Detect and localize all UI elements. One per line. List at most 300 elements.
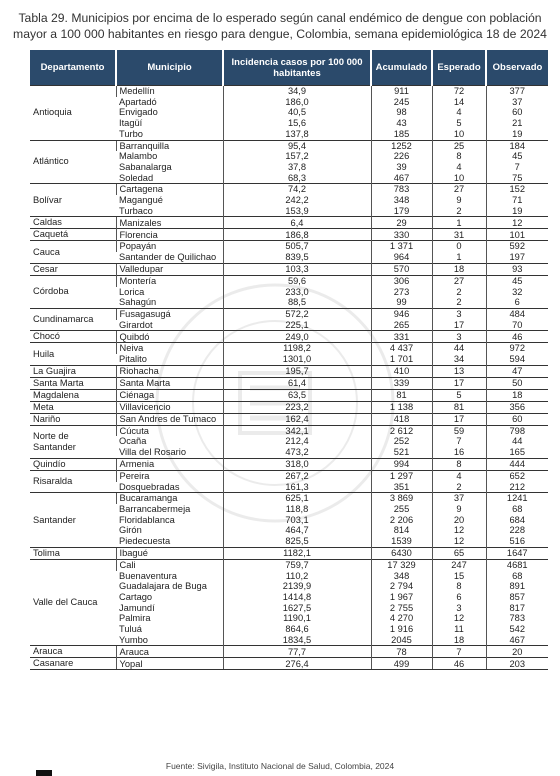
cell-esperado: 3	[432, 308, 486, 319]
cell-esperado: 25	[432, 140, 486, 151]
cell-municipio: Apartadó	[119, 96, 157, 107]
cell-esperado: 4	[432, 162, 486, 173]
cell-observado: 165	[486, 447, 548, 458]
cell-esperado: 31	[432, 229, 486, 241]
cell-incidencia: 186,8	[223, 229, 371, 241]
cell-observado: 212	[486, 482, 548, 493]
cell-departamento: Cesar	[30, 263, 116, 275]
cell-acumulado: 499	[371, 658, 432, 670]
cell-acumulado: 330	[371, 229, 432, 241]
cell-acumulado: 1 916	[371, 624, 432, 635]
header-acumulado: Acumulado	[371, 50, 432, 86]
cell-acumulado: 43	[371, 118, 432, 129]
cell-municipio: Cali	[116, 559, 223, 570]
cell-acumulado: 964	[371, 252, 432, 263]
cell-incidencia: 195,7	[223, 365, 371, 377]
table-row	[30, 646, 548, 658]
header-departamento: Departamento	[30, 50, 116, 86]
cell-incidencia: 233,0	[223, 287, 371, 298]
cell-municipio: Cúcuta	[116, 425, 223, 436]
cell-observado: 356	[486, 401, 548, 413]
cell-municipio: Bucaramanga	[116, 493, 223, 504]
cell-acumulado: 1 371	[371, 241, 432, 252]
cell-acumulado: 252	[371, 436, 432, 447]
cell-esperado: 4	[432, 470, 486, 481]
cell-incidencia: 6,4	[223, 217, 371, 229]
cell-municipio: Barrancabermeja	[119, 503, 191, 514]
cell-incidencia: 77,7	[223, 646, 371, 658]
table-row	[30, 343, 548, 354]
cell-observado: 6	[486, 297, 548, 308]
cell-acumulado: 946	[371, 308, 432, 319]
cell-esperado: 7	[432, 436, 486, 447]
cell-incidencia: 34,9	[223, 86, 371, 97]
cell-acumulado: 351	[371, 482, 432, 493]
cell-acumulado: 467	[371, 173, 432, 184]
cell-esperado: 0	[432, 241, 486, 252]
cell-municipio: Florencia	[116, 229, 223, 241]
cell-acumulado: 4 437	[371, 343, 432, 354]
cell-esperado: 27	[432, 184, 486, 195]
cell-observado: 444	[486, 458, 548, 470]
table-row	[30, 86, 548, 97]
cell-observado: 60	[486, 413, 548, 425]
cell-acumulado: 265	[371, 320, 432, 331]
cell-incidencia: 225,1	[223, 320, 371, 331]
cell-acumulado: 6430	[371, 547, 432, 559]
cell-esperado: 2	[432, 297, 486, 308]
cell-municipio: Soledad	[119, 172, 154, 183]
cell-observado: 152	[486, 184, 548, 195]
cell-incidencia: 825,5	[223, 536, 371, 547]
cell-esperado: 44	[432, 343, 486, 354]
cell-incidencia: 625,1	[223, 493, 371, 504]
cell-incidencia: 68,3	[223, 173, 371, 184]
cell-esperado: 72	[432, 86, 486, 97]
cell-municipio: Medellín	[116, 86, 223, 97]
cell-departamento: Caquetá	[30, 229, 116, 241]
cell-incidencia: 2139,9	[223, 581, 371, 592]
cell-esperado: 20	[432, 515, 486, 526]
table-row	[30, 365, 548, 377]
cell-esperado: 46	[432, 658, 486, 670]
cell-esperado: 37	[432, 493, 486, 504]
cell-esperado: 18	[432, 635, 486, 646]
cell-departamento: Santa Marta	[30, 377, 116, 389]
cell-acumulado: 245	[371, 97, 432, 108]
cell-incidencia: 186,0	[223, 97, 371, 108]
cell-incidencia: 464,7	[223, 525, 371, 536]
cell-incidencia: 1414,8	[223, 592, 371, 603]
cell-municipio: Valledupar	[116, 263, 223, 275]
cell-departamento: Arauca	[30, 646, 116, 658]
table-row	[30, 547, 548, 559]
cell-incidencia: 37,8	[223, 162, 371, 173]
cell-observado: 1241	[486, 493, 548, 504]
cell-municipio: Neiva	[116, 343, 223, 354]
cell-departamento: Magdalena	[30, 389, 116, 401]
cell-incidencia: 1301,0	[223, 354, 371, 365]
cell-municipio: Santa Marta	[116, 377, 223, 389]
cell-incidencia: 759,7	[223, 559, 371, 570]
cell-observado: 45	[486, 151, 548, 162]
cell-municipio: Buenaventura	[119, 570, 177, 581]
cell-municipio: Itagüí	[119, 118, 143, 129]
cell-departamento: Casanare	[30, 658, 116, 670]
cell-municipio: Ciénaga	[116, 389, 223, 401]
cell-municipio: Floridablanca	[119, 514, 175, 525]
cell-incidencia: 1182,1	[223, 547, 371, 559]
cell-observado: 857	[486, 592, 548, 603]
cell-observado: 1647	[486, 547, 548, 559]
cell-incidencia: 110,2	[223, 571, 371, 582]
cell-incidencia: 223,2	[223, 401, 371, 413]
cell-incidencia: 1834,5	[223, 635, 371, 646]
cell-acumulado: 2 755	[371, 603, 432, 614]
cell-observado: 93	[486, 263, 548, 275]
cell-municipio: Dosquebradas	[119, 481, 180, 492]
header-esperado: Esperado	[432, 50, 486, 86]
cell-acumulado: 1 701	[371, 354, 432, 365]
cell-incidencia: 153,9	[223, 206, 371, 217]
cell-esperado: 15	[432, 571, 486, 582]
cell-acumulado: 4 270	[371, 613, 432, 624]
cell-observado: 783	[486, 613, 548, 624]
cell-acumulado: 331	[371, 331, 432, 343]
cell-observado: 44	[486, 436, 548, 447]
cell-incidencia: 342,1	[223, 425, 371, 436]
cell-acumulado: 911	[371, 86, 432, 97]
cell-observado: 68	[486, 504, 548, 515]
cell-acumulado: 185	[371, 129, 432, 140]
cell-esperado: 5	[432, 389, 486, 401]
cell-observado: 12	[486, 217, 548, 229]
cell-departamento: Cundinamarca	[30, 308, 116, 330]
cell-esperado: 3	[432, 331, 486, 343]
cell-incidencia: 318,0	[223, 458, 371, 470]
cell-esperado: 10	[432, 129, 486, 140]
cell-municipio: Sabanalarga	[119, 161, 172, 172]
cell-esperado: 81	[432, 401, 486, 413]
cell-departamento: Bolívar	[30, 184, 116, 217]
header-municipio: Municipio	[116, 50, 223, 86]
cell-observado: 228	[486, 525, 548, 536]
table-title: Tabla 29. Municipios por encima de lo esperado según canal endémico de dengue con población mayor a 100 000 habitantes en riesgo para dengue, Colombia, semana epidemiológica 18 de 2024	[13, 11, 547, 41]
cell-acumulado: 17 329	[371, 559, 432, 570]
cell-municipio: Turbo	[119, 128, 143, 139]
cell-acumulado: 2045	[371, 635, 432, 646]
cell-municipio: Tuluá	[119, 624, 142, 635]
cell-observado: 817	[486, 603, 548, 614]
cell-acumulado: 226	[371, 151, 432, 162]
cell-acumulado: 814	[371, 525, 432, 536]
cell-esperado: 6	[432, 592, 486, 603]
cell-observado: 19	[486, 129, 548, 140]
table-row	[30, 377, 548, 389]
cell-acumulado: 306	[371, 275, 432, 286]
cell-incidencia: 61,4	[223, 377, 371, 389]
cell-municipio: Fusagasugá	[116, 308, 223, 319]
cell-municipio: Magangué	[119, 195, 163, 206]
cell-observado: 19	[486, 206, 548, 217]
cell-esperado: 12	[432, 525, 486, 536]
cell-esperado: 17	[432, 377, 486, 389]
header-incidencia: Incidencia casos por 100 000 habitantes	[223, 50, 371, 86]
cell-municipio: Palmira	[119, 613, 151, 624]
cell-observado: 47	[486, 365, 548, 377]
cell-municipio: Guadalajara de Buga	[119, 581, 207, 592]
cell-municipio: Yumbo	[119, 634, 148, 645]
cell-acumulado: 3 869	[371, 493, 432, 504]
cell-departamento: Risaralda	[30, 470, 116, 492]
cell-observado: 68	[486, 571, 548, 582]
cell-acumulado: 99	[371, 297, 432, 308]
cell-acumulado: 2 612	[371, 425, 432, 436]
cell-esperado: 2	[432, 287, 486, 298]
cell-incidencia: 162,4	[223, 413, 371, 425]
cell-municipio: Piedecuesta	[119, 536, 171, 547]
cell-esperado: 7	[432, 646, 486, 658]
cell-municipio: Ibagué	[116, 547, 223, 559]
cell-municipio: Envigado	[119, 107, 158, 118]
cell-municipio: Pereira	[116, 470, 223, 481]
cell-municipio: Yopal	[116, 658, 223, 670]
cell-incidencia: 572,2	[223, 308, 371, 319]
cell-acumulado: 1 138	[371, 401, 432, 413]
cell-incidencia: 15,6	[223, 118, 371, 129]
cell-municipio: Quibdó	[116, 331, 223, 343]
cell-observado: 184	[486, 140, 548, 151]
cell-acumulado: 418	[371, 413, 432, 425]
cell-municipio: Riohacha	[116, 365, 223, 377]
table-row	[30, 458, 548, 470]
table-row	[30, 413, 548, 425]
cell-acumulado: 570	[371, 263, 432, 275]
cell-municipio: Malambo	[119, 151, 158, 162]
cell-esperado: 9	[432, 504, 486, 515]
cell-esperado: 11	[432, 624, 486, 635]
cell-observado: 37	[486, 97, 548, 108]
cell-esperado: 65	[432, 547, 486, 559]
cell-observado: 592	[486, 241, 548, 252]
table-row	[30, 559, 548, 570]
cell-incidencia: 1627,5	[223, 603, 371, 614]
cell-observado: 203	[486, 658, 548, 670]
cell-incidencia: 118,8	[223, 504, 371, 515]
cell-incidencia: 242,2	[223, 195, 371, 206]
table-row	[30, 493, 548, 504]
cell-esperado: 10	[432, 173, 486, 184]
table-row	[30, 140, 548, 151]
cell-observado: 46	[486, 331, 548, 343]
cell-acumulado: 348	[371, 195, 432, 206]
cell-incidencia: 95,4	[223, 140, 371, 151]
cell-departamento: Quindío	[30, 458, 116, 470]
cell-acumulado: 521	[371, 447, 432, 458]
cell-esperado: 12	[432, 536, 486, 547]
dengue-municipalities-table	[30, 50, 548, 670]
table-row	[30, 331, 548, 343]
cell-incidencia: 276,4	[223, 658, 371, 670]
cell-observado: 972	[486, 343, 548, 354]
cell-esperado: 13	[432, 365, 486, 377]
cell-esperado: 2	[432, 206, 486, 217]
cell-municipio: Lorica	[119, 286, 145, 297]
cell-incidencia: 212,4	[223, 436, 371, 447]
source-note: Fuente: Sivigila, Instituto Nacional de Salud, Colombia, 2024	[165, 761, 395, 771]
cell-acumulado: 348	[371, 571, 432, 582]
cell-municipio: Girón	[119, 525, 142, 536]
cell-municipio: Armenia	[116, 458, 223, 470]
cell-observado: 20	[486, 646, 548, 658]
cell-esperado: 34	[432, 354, 486, 365]
cell-municipio: Cartagena	[116, 184, 223, 195]
cell-esperado: 59	[432, 425, 486, 436]
cell-municipio: Barranquilla	[116, 140, 223, 151]
cell-observado: 197	[486, 252, 548, 263]
cell-acumulado: 78	[371, 646, 432, 658]
cell-departamento: Caldas	[30, 217, 116, 229]
cell-acumulado: 1252	[371, 140, 432, 151]
cell-municipio: San Andres de Tumaco	[116, 413, 223, 425]
cell-observado: 542	[486, 624, 548, 635]
cell-acumulado: 2 794	[371, 581, 432, 592]
cell-observado: 32	[486, 287, 548, 298]
cell-observado: 4681	[486, 559, 548, 570]
cell-incidencia: 59,6	[223, 275, 371, 286]
cell-acumulado: 98	[371, 107, 432, 118]
cell-incidencia: 40,5	[223, 107, 371, 118]
cell-esperado: 12	[432, 613, 486, 624]
cell-incidencia: 505,7	[223, 241, 371, 252]
cell-incidencia: 103,3	[223, 263, 371, 275]
cell-observado: 75	[486, 173, 548, 184]
cell-esperado: 9	[432, 195, 486, 206]
cell-departamento: Atlántico	[30, 140, 116, 184]
cell-municipio: Popayán	[116, 241, 223, 252]
cell-observado: 594	[486, 354, 548, 365]
cell-esperado: 27	[432, 275, 486, 286]
cell-departamento: Norte de Santander	[30, 425, 116, 458]
cell-esperado: 2	[432, 482, 486, 493]
cell-acumulado: 410	[371, 365, 432, 377]
cell-acumulado: 1 297	[371, 470, 432, 481]
cell-incidencia: 473,2	[223, 447, 371, 458]
cell-incidencia: 839,5	[223, 252, 371, 263]
cell-observado: 45	[486, 275, 548, 286]
cell-municipio: Sahagún	[119, 297, 157, 308]
cell-esperado: 16	[432, 447, 486, 458]
cell-esperado: 247	[432, 559, 486, 570]
table-header-row	[30, 50, 548, 86]
cell-departamento: Cauca	[30, 241, 116, 263]
table-row	[30, 275, 548, 286]
cell-municipio: Manizales	[116, 217, 223, 229]
cell-departamento: Tolima	[30, 547, 116, 559]
cell-observado: 377	[486, 86, 548, 97]
cell-incidencia: 137,8	[223, 129, 371, 140]
cell-departamento: Nariño	[30, 413, 116, 425]
cell-departamento: Santander	[30, 493, 116, 548]
cell-esperado: 14	[432, 97, 486, 108]
cell-incidencia: 267,2	[223, 470, 371, 481]
cell-esperado: 8	[432, 581, 486, 592]
cell-municipio: Jamundí	[119, 602, 155, 613]
table-row	[30, 263, 548, 275]
cell-esperado: 8	[432, 458, 486, 470]
cell-acumulado: 81	[371, 389, 432, 401]
cell-incidencia: 74,2	[223, 184, 371, 195]
cell-municipio: Turbaco	[119, 205, 153, 216]
cell-municipio: Villa del Rosario	[119, 447, 187, 458]
cell-municipio: Ocaña	[119, 436, 147, 447]
cell-acumulado: 1539	[371, 536, 432, 547]
table-row	[30, 241, 548, 252]
cell-acumulado: 179	[371, 206, 432, 217]
cell-municipio: Girardot	[119, 319, 153, 330]
cell-esperado: 3	[432, 603, 486, 614]
cell-observado: 60	[486, 107, 548, 118]
cell-esperado: 1	[432, 252, 486, 263]
cell-observado: 71	[486, 195, 548, 206]
cell-esperado: 1	[432, 217, 486, 229]
cell-observado: 684	[486, 515, 548, 526]
cell-observado: 70	[486, 320, 548, 331]
cell-esperado: 17	[432, 320, 486, 331]
cell-municipio: Montería	[116, 275, 223, 286]
table-row	[30, 401, 548, 413]
cell-observado: 50	[486, 377, 548, 389]
cell-municipio: Cartago	[119, 591, 153, 602]
cell-observado: 798	[486, 425, 548, 436]
cell-observado: 467	[486, 635, 548, 646]
cell-esperado: 17	[432, 413, 486, 425]
cell-incidencia: 157,2	[223, 151, 371, 162]
cell-esperado: 18	[432, 263, 486, 275]
table-row	[30, 184, 548, 195]
cell-acumulado: 339	[371, 377, 432, 389]
cell-acumulado: 29	[371, 217, 432, 229]
cell-acumulado: 255	[371, 504, 432, 515]
cell-incidencia: 703,1	[223, 515, 371, 526]
cell-observado: 652	[486, 470, 548, 481]
table-row	[30, 425, 548, 436]
cell-observado: 21	[486, 118, 548, 129]
cell-observado: 7	[486, 162, 548, 173]
cell-esperado: 5	[432, 118, 486, 129]
cell-departamento: La Guajira	[30, 365, 116, 377]
cell-acumulado: 273	[371, 287, 432, 298]
cell-departamento: Valle del Cauca	[30, 559, 116, 646]
cell-municipio: Villavicencio	[116, 401, 223, 413]
cell-incidencia: 864,6	[223, 624, 371, 635]
cell-departamento: Córdoba	[30, 275, 116, 308]
cell-acumulado: 994	[371, 458, 432, 470]
table-row	[30, 229, 548, 241]
cell-acumulado: 1 967	[371, 592, 432, 603]
cell-acumulado: 783	[371, 184, 432, 195]
cell-observado: 516	[486, 536, 548, 547]
cell-incidencia: 249,0	[223, 331, 371, 343]
table-row	[30, 658, 548, 670]
cell-departamento: Antioquia	[30, 86, 116, 141]
table-row	[30, 308, 548, 319]
cell-esperado: 8	[432, 151, 486, 162]
page-corner-mark	[36, 770, 52, 776]
table-row	[30, 389, 548, 401]
cell-departamento: Huila	[30, 343, 116, 365]
table-body	[30, 86, 548, 670]
